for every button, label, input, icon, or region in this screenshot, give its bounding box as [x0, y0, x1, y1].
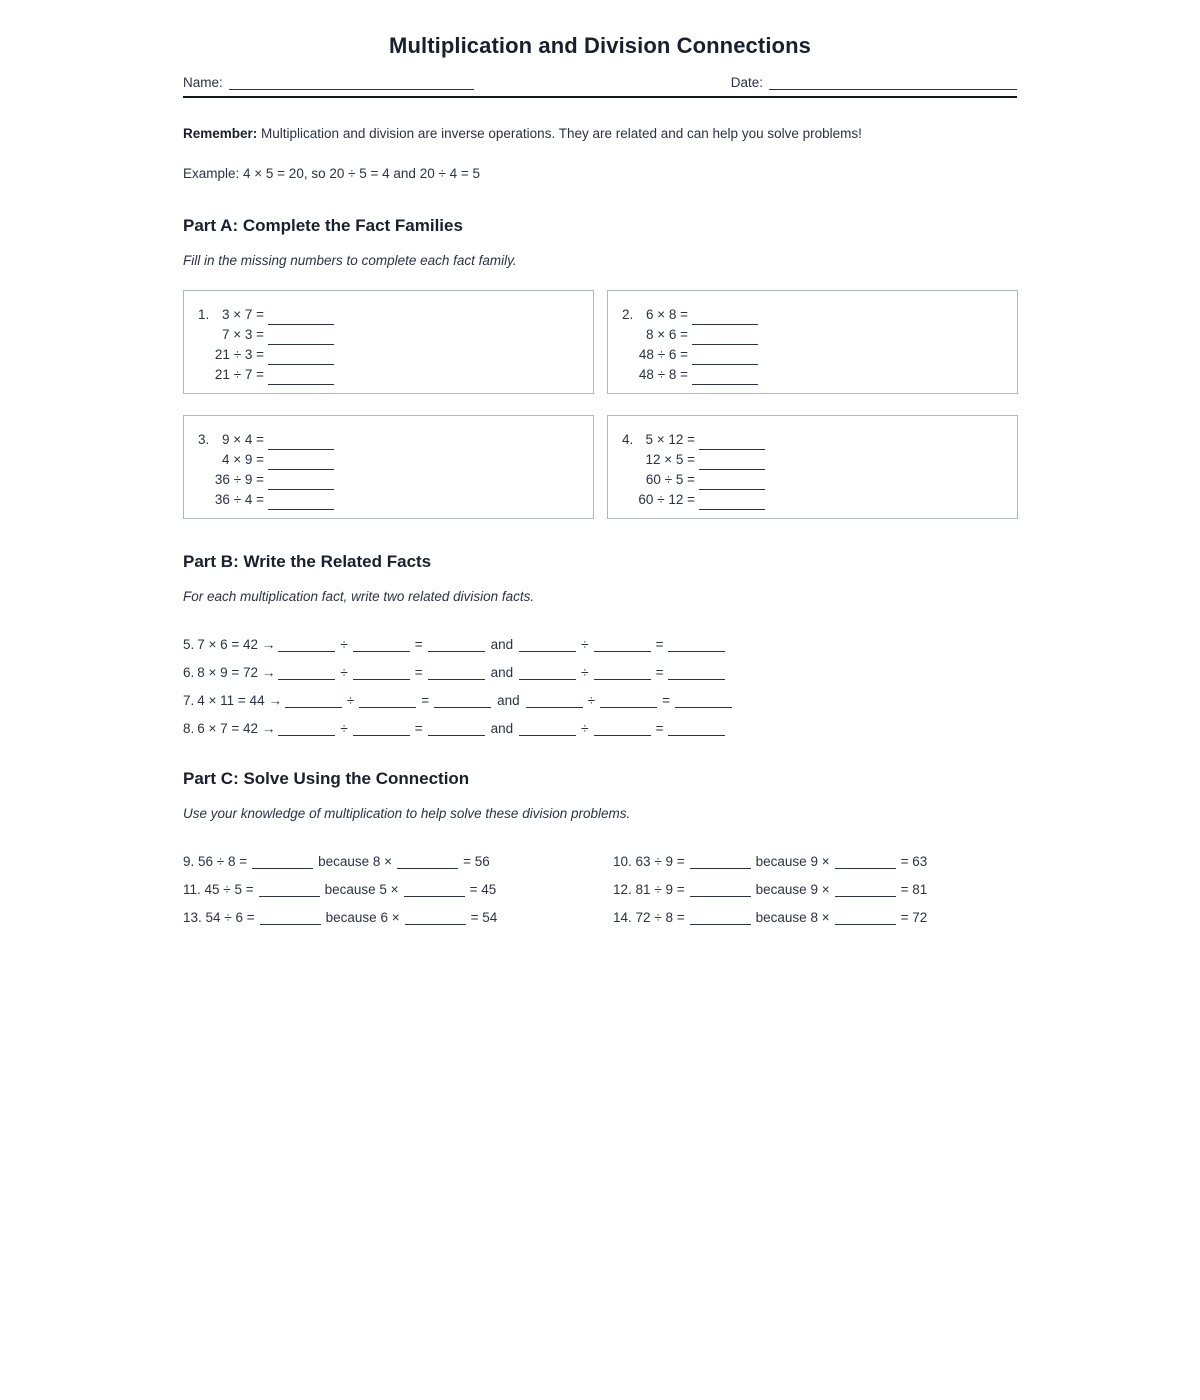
solve-problem-row: [613, 841, 1017, 869]
answer-blank[interactable]: [428, 666, 485, 680]
part-b-heading: Part B: Write the Related Facts: [183, 552, 432, 572]
header-divider: [183, 96, 1017, 98]
answer-blank[interactable]: [268, 496, 334, 510]
fact-stem: 8 × 9 = 72 →: [197, 665, 276, 681]
fact-line: [184, 305, 593, 325]
page-title: Multiplication and Division Connections: [389, 33, 811, 58]
reason-prefix: 5 ×: [379, 882, 399, 898]
answer-blank[interactable]: [268, 456, 334, 470]
division-problem: 56 ÷ 8 =: [198, 854, 248, 870]
result-value: = 56: [463, 854, 490, 870]
related-fact-row: [183, 708, 1017, 736]
answer-blank[interactable]: [268, 351, 334, 365]
reason-prefix: 8 ×: [372, 854, 393, 870]
fact-expression: 12 × 5 =: [645, 452, 695, 468]
equals-symbol: =: [414, 637, 423, 653]
answer-blank[interactable]: [278, 638, 335, 652]
reason-prefix: 9 ×: [810, 854, 830, 870]
answer-blank[interactable]: [594, 722, 651, 736]
fact-expression: 5 × 12 =: [645, 432, 695, 448]
answer-blank[interactable]: [690, 883, 751, 897]
divide-symbol: ÷: [581, 637, 589, 653]
answer-blank[interactable]: [252, 855, 313, 869]
answer-blank[interactable]: [699, 496, 765, 510]
solve-problem-row: [613, 897, 1017, 925]
answer-blank[interactable]: [692, 371, 758, 385]
divide-symbol: ÷: [581, 721, 589, 737]
item-number: 10.: [613, 854, 632, 870]
fact-box-number: 4.: [622, 432, 634, 448]
item-number: 12.: [613, 882, 632, 898]
fact-expression: 21 ÷ 3 =: [214, 347, 264, 363]
because-word: because: [755, 910, 807, 926]
fact-expression: 9 × 4 =: [221, 432, 264, 448]
fact-line: [184, 470, 593, 490]
fact-expression: 48 ÷ 8 =: [638, 367, 688, 383]
date-input-line[interactable]: [769, 76, 1017, 90]
fact-family-grid: [183, 290, 1017, 519]
answer-blank[interactable]: [699, 436, 765, 450]
answer-blank[interactable]: [668, 638, 725, 652]
answer-blank[interactable]: [268, 476, 334, 490]
fact-expression: 4 × 9 =: [221, 452, 264, 468]
answer-blank[interactable]: [835, 911, 896, 925]
answer-blank[interactable]: [353, 722, 410, 736]
name-date-row: [183, 75, 1017, 90]
fact-box-number: 3.: [198, 432, 210, 448]
reason-prefix: 9 ×: [810, 882, 830, 898]
part-b-instruction: For each multiplication fact, write two related division facts.: [183, 589, 535, 605]
answer-blank[interactable]: [526, 694, 583, 708]
part-c-heading: Part C: Solve Using the Connection: [183, 769, 470, 789]
result-value: = 45: [469, 882, 497, 898]
answer-blank[interactable]: [699, 456, 765, 470]
and-word: and: [490, 721, 514, 737]
answer-blank[interactable]: [428, 722, 485, 736]
answer-blank[interactable]: [405, 911, 466, 925]
related-facts-list: [183, 624, 1017, 736]
fact-line: [608, 305, 1017, 325]
solve-problem-row: [183, 841, 613, 869]
because-word: because: [318, 854, 370, 870]
equals-symbol: =: [655, 637, 664, 653]
item-number: 13.: [183, 910, 202, 926]
fact-expression: 3 × 7 =: [221, 307, 264, 323]
and-word: and: [490, 665, 514, 681]
example-text: Example: 4 × 5 = 20, so 20 ÷ 5 = 4 and 20 ÷ 4 = 5: [183, 165, 481, 181]
answer-blank[interactable]: [353, 638, 410, 652]
answer-blank[interactable]: [278, 722, 335, 736]
fact-expression: 6 × 8 =: [645, 307, 688, 323]
equals-symbol: =: [414, 721, 423, 737]
remember-label: Remember:: [183, 126, 258, 141]
and-word: and: [497, 693, 520, 709]
fact-line: [184, 490, 593, 510]
answer-blank[interactable]: [434, 694, 491, 708]
fact-line: [184, 365, 593, 385]
divide-symbol: ÷: [340, 665, 348, 681]
equals-symbol: =: [655, 721, 664, 737]
part-c-instruction: Use your knowledge of multiplication to help solve these division problems.: [183, 806, 631, 822]
fact-line: [608, 490, 1017, 510]
answer-blank[interactable]: [594, 666, 651, 680]
answer-blank[interactable]: [699, 476, 765, 490]
fact-expression: 48 ÷ 6 =: [638, 347, 688, 363]
division-problem: 45 ÷ 5 =: [204, 882, 254, 898]
fact-box-number: 2.: [622, 307, 634, 323]
equals-symbol: =: [414, 665, 423, 681]
fact-line: [608, 345, 1017, 365]
answer-blank[interactable]: [692, 331, 758, 345]
item-number: 5.: [183, 637, 195, 653]
related-fact-row: [183, 624, 1017, 652]
fact-line: [184, 450, 593, 470]
fact-family-box-3: [183, 415, 594, 519]
answer-blank[interactable]: [404, 883, 465, 897]
fact-box-number: 1.: [198, 307, 210, 323]
remember-note: [183, 124, 1017, 144]
answer-blank[interactable]: [692, 351, 758, 365]
solve-problem-row: [183, 869, 613, 897]
name-label: Name:: [183, 75, 223, 90]
fact-family-box-1: [183, 290, 594, 394]
result-value: = 72: [900, 910, 928, 926]
answer-blank[interactable]: [278, 666, 335, 680]
fact-line: [184, 345, 593, 365]
fact-expression: 60 ÷ 5 =: [645, 472, 695, 488]
answer-blank[interactable]: [259, 883, 320, 897]
division-problem: 72 ÷ 8 =: [635, 910, 685, 926]
reason-prefix: 8 ×: [810, 910, 830, 926]
division-problem: 54 ÷ 6 =: [205, 910, 255, 926]
answer-blank[interactable]: [668, 666, 725, 680]
item-number: 11.: [183, 882, 201, 898]
answer-blank[interactable]: [690, 855, 751, 869]
item-number: 6.: [183, 665, 195, 681]
answer-blank[interactable]: [260, 911, 321, 925]
item-number: 8.: [183, 721, 195, 737]
equals-symbol: =: [655, 665, 664, 681]
because-word: because: [755, 882, 807, 898]
answer-blank[interactable]: [690, 911, 751, 925]
solve-problems-grid: [183, 841, 1017, 925]
fact-expression: 7 × 3 =: [221, 327, 264, 343]
intro-block: [183, 124, 1017, 183]
answer-blank[interactable]: [594, 638, 651, 652]
fact-expression: 36 ÷ 4 =: [214, 492, 264, 508]
divide-symbol: ÷: [346, 693, 355, 709]
equals-symbol: =: [421, 693, 430, 709]
fact-expression: 36 ÷ 9 =: [214, 472, 264, 488]
fact-line: [608, 430, 1017, 450]
answer-blank[interactable]: [519, 722, 576, 736]
answer-blank[interactable]: [519, 666, 576, 680]
fact-line: [608, 325, 1017, 345]
fact-expression: 21 ÷ 7 =: [214, 367, 264, 383]
divide-symbol: ÷: [581, 665, 589, 681]
division-problem: 81 ÷ 9 =: [635, 882, 685, 898]
answer-blank[interactable]: [692, 311, 758, 325]
item-number: 7.: [183, 693, 195, 709]
item-number: 14.: [613, 910, 632, 926]
because-word: because: [325, 910, 377, 926]
fact-stem: 7 × 6 = 42 →: [197, 637, 276, 653]
answer-blank[interactable]: [397, 855, 458, 869]
answer-blank[interactable]: [835, 855, 896, 869]
answer-blank[interactable]: [835, 883, 896, 897]
fact-family-box-4: [607, 415, 1018, 519]
fact-stem: 6 × 7 = 42 →: [197, 721, 276, 737]
fact-line: [608, 450, 1017, 470]
because-word: because: [324, 882, 376, 898]
divide-symbol: ÷: [587, 693, 596, 709]
result-value: = 63: [900, 854, 928, 870]
solve-problem-row: [613, 869, 1017, 897]
item-number: 9.: [183, 854, 195, 870]
fact-line: [608, 470, 1017, 490]
date-label: Date:: [730, 75, 763, 90]
answer-blank[interactable]: [268, 331, 334, 345]
part-a-heading: Part A: Complete the Fact Families: [183, 216, 463, 236]
answer-blank[interactable]: [359, 694, 416, 708]
answer-blank[interactable]: [600, 694, 657, 708]
answer-blank[interactable]: [668, 722, 725, 736]
result-value: = 54: [470, 910, 498, 926]
name-field[interactable]: [183, 75, 474, 90]
part-a-instruction: Fill in the missing numbers to complete each fact family.: [183, 253, 517, 269]
fact-family-box-2: [607, 290, 1018, 394]
answer-blank[interactable]: [428, 638, 485, 652]
related-fact-row: [183, 652, 1017, 680]
division-problem: 63 ÷ 9 =: [635, 854, 685, 870]
fact-expression: 8 × 6 =: [645, 327, 688, 343]
related-fact-row: [183, 680, 1017, 708]
answer-blank[interactable]: [268, 371, 334, 385]
and-word: and: [490, 637, 514, 653]
answer-blank[interactable]: [353, 666, 410, 680]
fact-line: [184, 325, 593, 345]
fact-stem: 4 × 11 = 44 →: [197, 693, 282, 709]
answer-blank[interactable]: [268, 311, 334, 325]
divide-symbol: ÷: [340, 637, 348, 653]
remember-text: Multiplication and division are inverse operations. They are related and can help you solve problems!: [257, 126, 862, 141]
fact-expression: 60 ÷ 12 =: [638, 492, 695, 508]
answer-blank[interactable]: [268, 436, 334, 450]
date-field[interactable]: [731, 75, 1017, 90]
fact-line: [184, 430, 593, 450]
solve-problem-row: [183, 897, 613, 925]
answer-blank[interactable]: [519, 638, 576, 652]
divide-symbol: ÷: [340, 721, 348, 737]
answer-blank[interactable]: [675, 694, 732, 708]
equals-symbol: =: [662, 693, 670, 709]
name-input-line[interactable]: [229, 76, 474, 90]
answer-blank[interactable]: [285, 694, 342, 708]
fact-line: [608, 365, 1017, 385]
reason-prefix: 6 ×: [380, 910, 400, 926]
result-value: = 81: [900, 882, 928, 898]
because-word: because: [755, 854, 807, 870]
